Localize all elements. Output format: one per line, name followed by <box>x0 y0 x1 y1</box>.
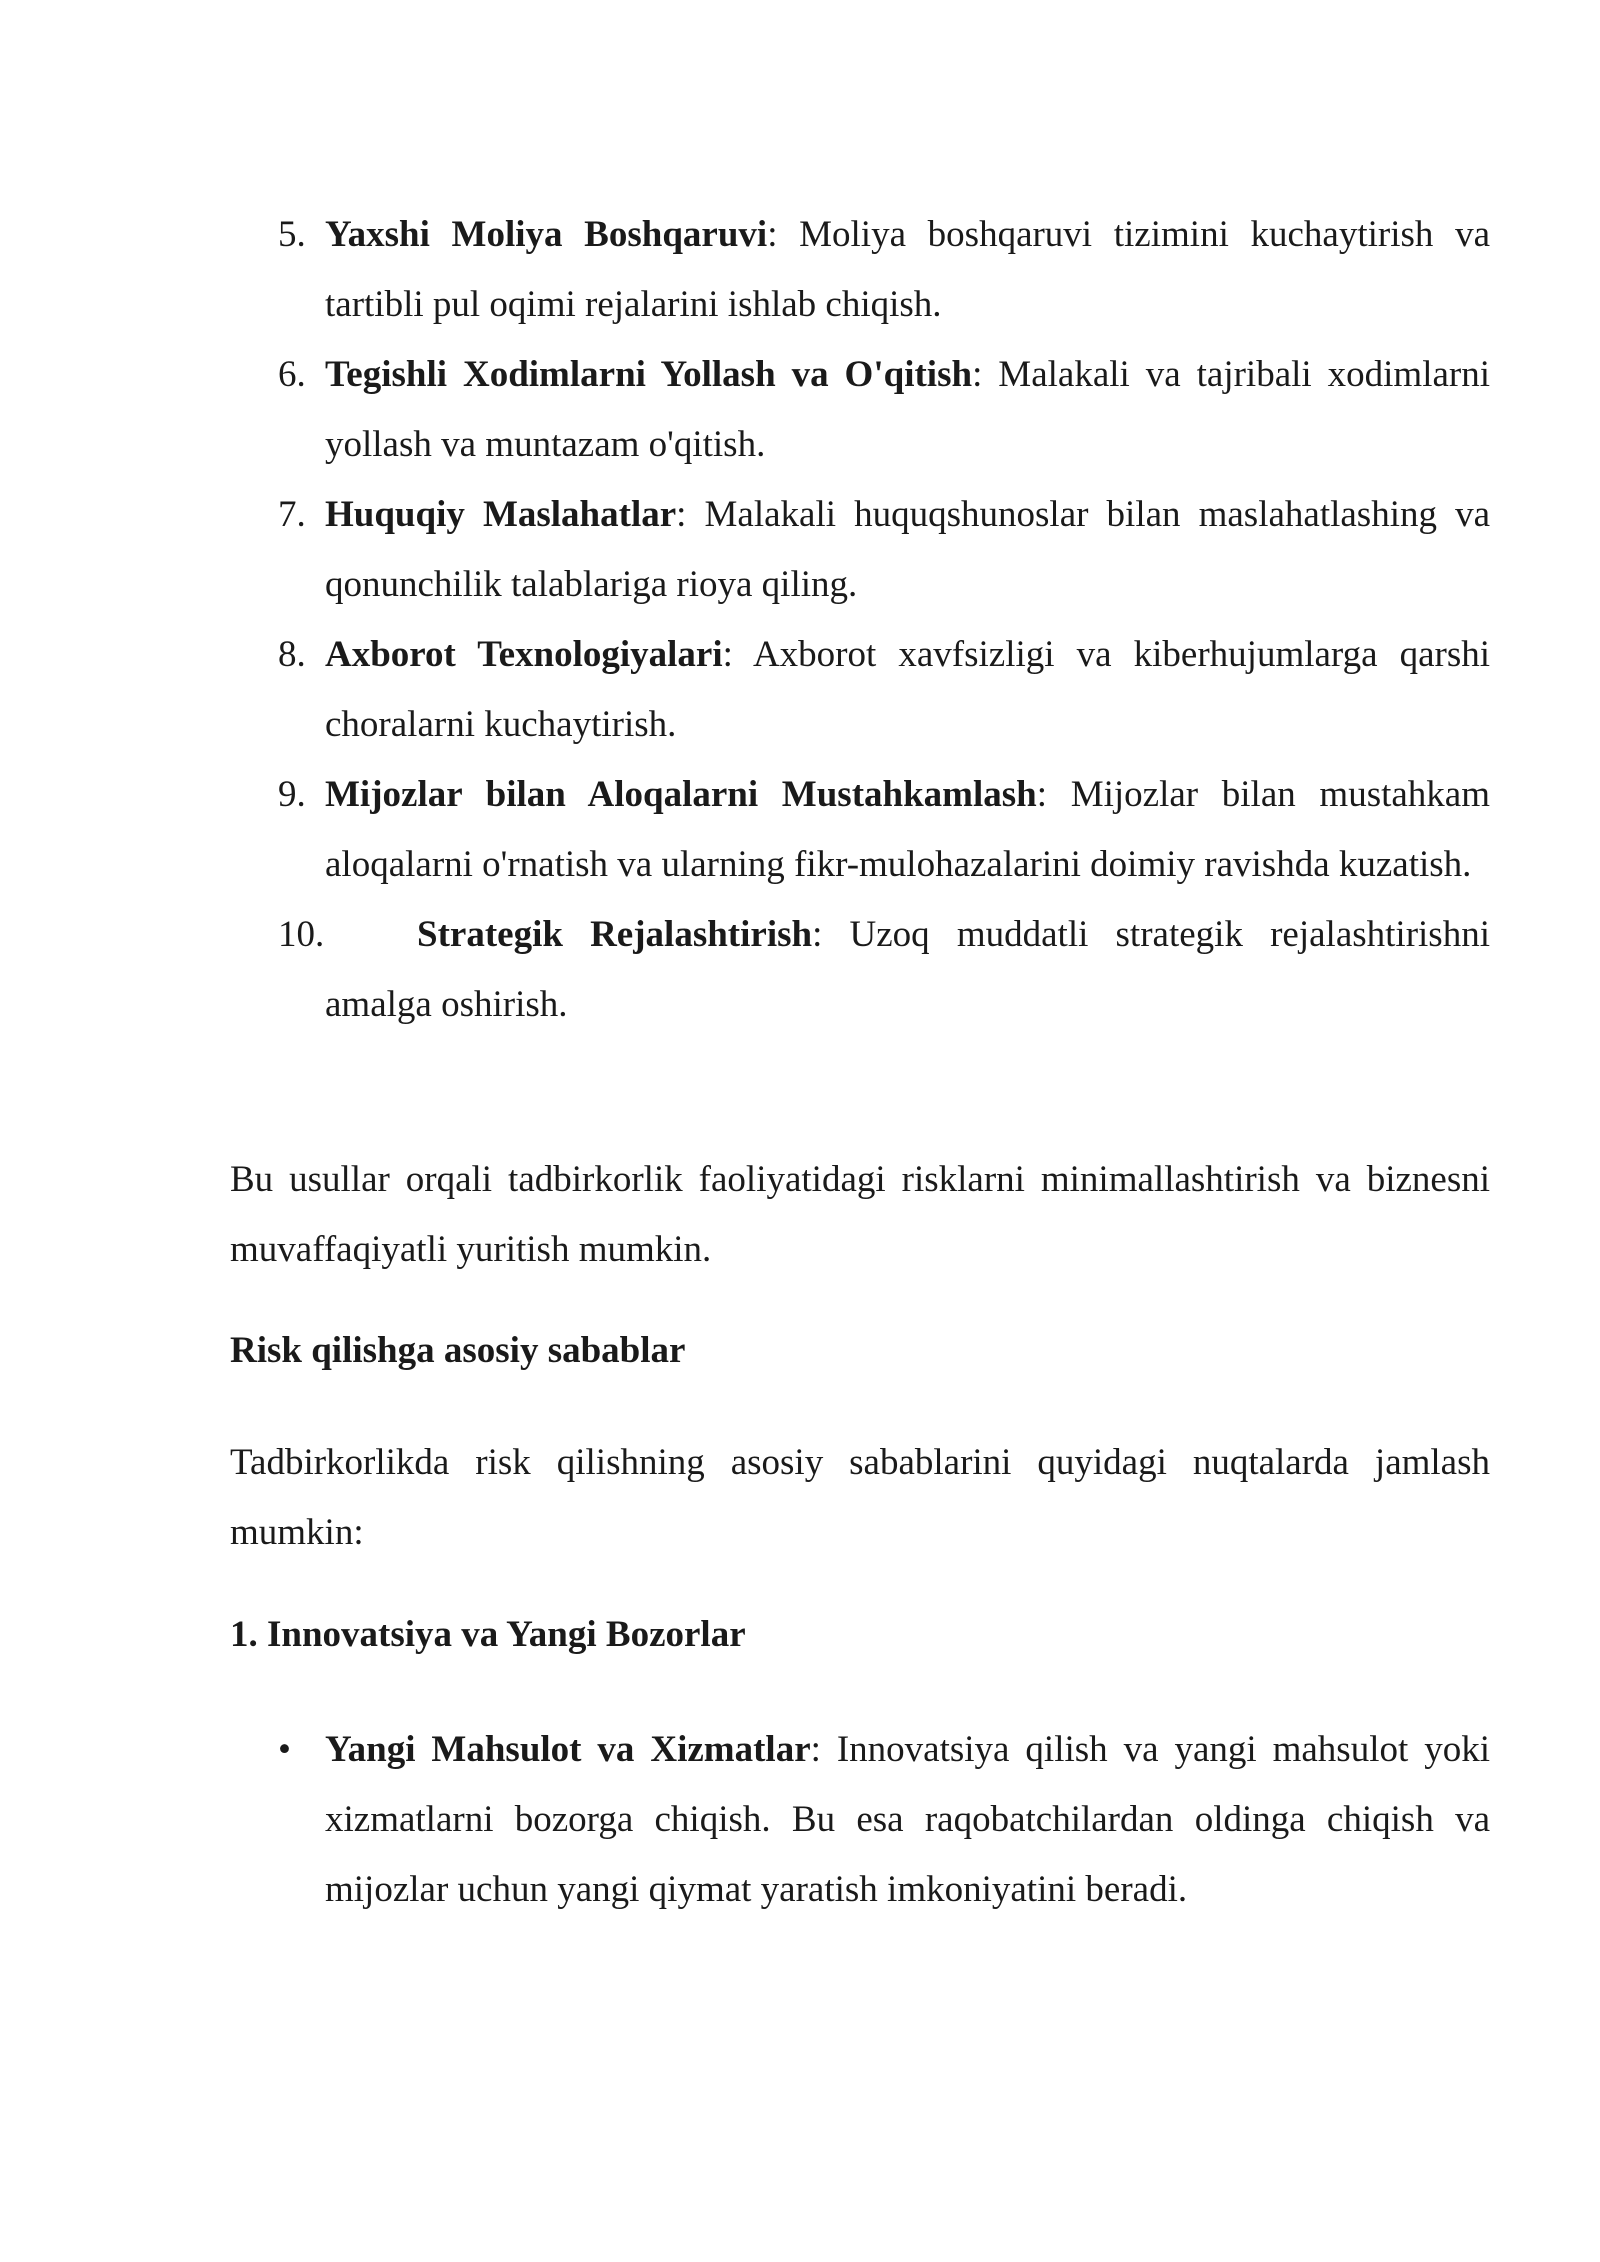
list-text: : Uzoq muddatli strategik rejalashtirishni amalga oshirish. <box>325 914 1490 1025</box>
bullet-item <box>230 1715 1490 1925</box>
list-term: Tegishli Xodimlarni Yollash va O'qitish <box>325 354 973 395</box>
list-item <box>230 340 1490 480</box>
list-text: : Moliya boshqaruvi tizimini kuchaytirish va tartibli pul oqimi rejalarini ishlab chiqish. <box>325 214 1490 325</box>
list-number: 6. <box>278 354 306 395</box>
summary-paragraph: Bu usullar orqali tadbirkorlik faoliyatidagi risklarni minimallashtirish va biznesni muvaffaqiyatli yuritish mumkin. <box>230 1159 1490 1270</box>
list-term: Axborot Texnologiyalari <box>325 634 723 675</box>
list-term: Strategik Rejalashtirish <box>417 914 813 955</box>
list-number: 9. <box>278 774 306 815</box>
list-number: 10. <box>278 914 325 955</box>
list-item <box>230 900 1490 1040</box>
list-item <box>230 760 1490 900</box>
section-heading: Risk qilishga asosiy sabablar <box>230 1330 686 1371</box>
list-item <box>230 200 1490 340</box>
list-number: 7. <box>278 494 306 535</box>
bullet-term: Yangi Mahsulot va Xizmatlar <box>325 1729 811 1770</box>
numbered-list <box>230 200 1490 1040</box>
list-item <box>230 620 1490 760</box>
list-text: : Malakali va tajribali xodimlarni yollash va muntazam o'qitish. <box>325 354 1490 465</box>
list-term: Mijozlar bilan Aloqalarni Mustahkamlash <box>325 774 1037 815</box>
intro-paragraph: Tadbirkorlikda risk qilishning asosiy sabablarini quyidagi nuqtalarda jamlash mumkin: <box>230 1442 1490 1553</box>
subsection-heading: 1. Innovatsiya va Yangi Bozorlar <box>230 1614 746 1655</box>
list-number: 5. <box>278 214 306 255</box>
bullet-text: : Innovatsiya qilish va yangi mahsulot yoki xizmatlarni bozorga chiqish. Bu esa raqobatchilardan oldinga chiqish va mijozlar uchun yangi qiymat yaratish imkoniyatini beradi. <box>325 1729 1490 1910</box>
list-number: 8. <box>278 634 306 675</box>
bullet-list <box>230 1715 1490 1925</box>
list-text: : Mijozlar bilan mustahkam aloqalarni o'rnatish va ularning fikr-mulohazalarini doimiy ravishda kuzatish. <box>325 774 1490 885</box>
list-item <box>230 480 1490 620</box>
list-text: : Malakali huquqshunoslar bilan maslahatlashing va qonunchilik talablariga rioya qiling. <box>325 494 1490 605</box>
list-term: Huquqiy Maslahatlar <box>325 494 677 535</box>
list-term: Yaxshi Moliya Boshqaruvi <box>325 214 768 255</box>
list-text: : Axborot xavfsizligi va kiberhujumlarga qarshi choralarni kuchaytirish. <box>325 634 1491 745</box>
bullet-mark: • <box>278 1729 291 1770</box>
